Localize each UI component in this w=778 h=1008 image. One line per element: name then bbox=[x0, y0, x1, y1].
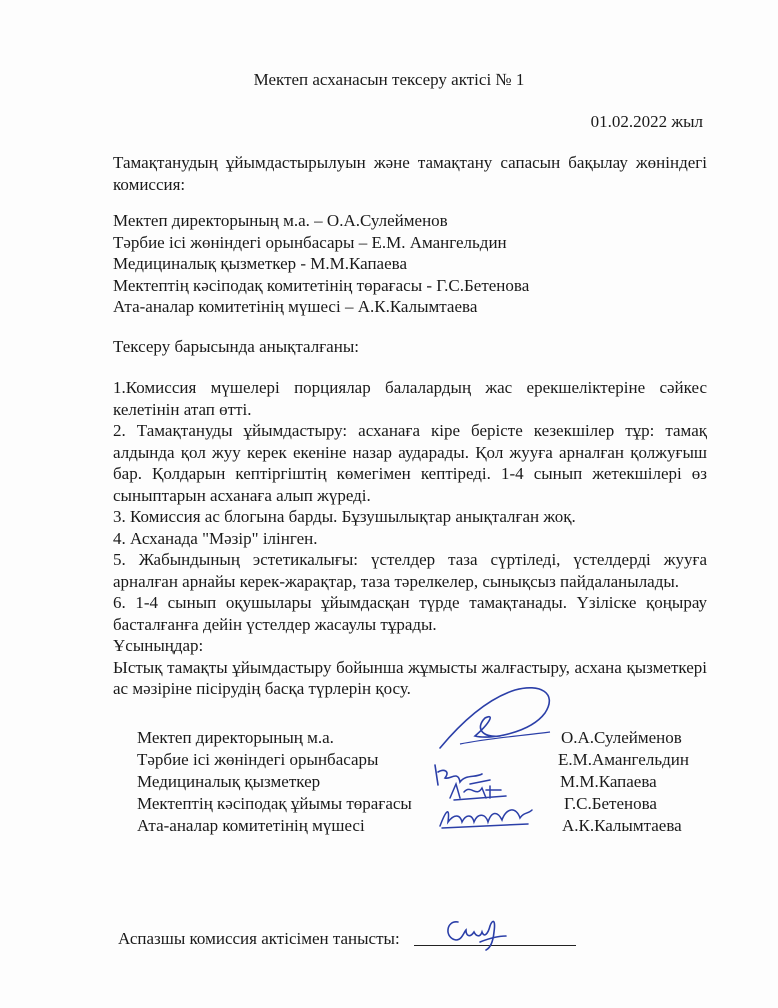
signature-role: Мектептің кәсіподақ ұйымы төрағасы bbox=[137, 794, 412, 813]
finding-item: 3. Комиссия ас блогына барды. Бұзушылықтар анықталған жоқ. bbox=[113, 507, 576, 526]
cook-signature-mark bbox=[440, 912, 510, 952]
recommendations-heading: Ұсыныңдар: bbox=[113, 636, 204, 655]
trade-union-signature-mark bbox=[446, 780, 516, 802]
commission-heading: Тамақтанудың ұйымдастырылуын және тамақтану сапасын бақылау жөніндегі комиссия: bbox=[113, 153, 707, 194]
signature-name: О.А.Сулейменов bbox=[561, 728, 682, 747]
director-signature-mark bbox=[420, 678, 570, 768]
signature-name: Г.С.Бетенова bbox=[564, 794, 657, 813]
acknowledgement-label: Аспазшы комиссия актісімен танысты: bbox=[118, 929, 400, 948]
signature-name: М.М.Капаева bbox=[560, 772, 657, 791]
member-line: Медициналық қызметкер - М.М.Капаева bbox=[113, 254, 407, 273]
finding-item: 4. Асханада "Мәзір" ілінген. bbox=[113, 528, 318, 548]
signature-name: А.К.Калымтаева bbox=[562, 816, 682, 835]
commission-members bbox=[113, 210, 707, 318]
signature-role: Тәрбие ісі жөніндегі орынбасары bbox=[137, 750, 379, 769]
recommendations-text: Ыстық тамақты ұйымдастыру бойынша жұмысты жалғастыру, асхана қызметкері ас мәзіріне пісірудің басқа түрлерін қосу. bbox=[113, 657, 707, 698]
finding-item: 2. Тамақтануды ұйымдастыру: асханаға кіре берісте кезекшілер тұр: тамақ алдында қол жуу керек екеніне назар аударады. Қол жууға арналған қолжуғыш бар. Қолдарын кептіргіштің көмегімен кептіреді. 1-4 сынып жетекшілері өз сыныптарын асханаға алып жүреді. bbox=[113, 421, 707, 505]
member-line: Мектеп директорының м.а. – О.А.Сулейменов bbox=[113, 211, 448, 230]
signature-row bbox=[137, 816, 717, 838]
signature-name: Е.М.Амангельдин bbox=[558, 750, 689, 769]
finding-item: 5. Жабындының эстетикалығы: үстелдер таза сүртіледі, үстелдерді жууға арналған арнайы керек-жарақтар, таза тәрелкелер, сынықсыз пайдаланылады. bbox=[113, 550, 707, 591]
finding-item: 1.Комиссия мүшелері порциялар балалардың жас ерекшеліктеріне сәйкес келетінін атап өтті. bbox=[113, 378, 707, 419]
parent-signature-mark bbox=[436, 800, 536, 832]
signature-row bbox=[137, 794, 717, 816]
signature-role: Ата-аналар комитетінің мүшесі bbox=[137, 816, 365, 835]
signature-role: Мектеп директорының м.а. bbox=[137, 728, 334, 747]
member-line: Мектептің кәсіподақ комитетінің төрағасы - Г.С.Бетенова bbox=[113, 275, 530, 295]
member-line: Ата-аналар комитетінің мүшесі – А.К.Калымтаева bbox=[113, 297, 478, 316]
signature-role: Медициналық қызметкер bbox=[137, 772, 321, 791]
findings-heading: Тексеру барысында анықталғаны: bbox=[113, 337, 359, 356]
document-date: 01.02.2022 жыл bbox=[590, 112, 703, 131]
member-line: Тәрбие ісі жөніндегі орынбасары – Е.М. Амангельдин bbox=[113, 232, 507, 252]
findings-list bbox=[113, 377, 707, 700]
signature-row bbox=[137, 772, 717, 794]
finding-item: 6. 1-4 сынып оқушылары ұйымдасқан түрде тамақтанады. Үзіліске қоңырау басталғанға дейін үстелдер жасаулы тұрады. bbox=[113, 593, 707, 634]
document-title: Мектеп асханасын тексеру актісі № 1 bbox=[253, 70, 525, 89]
